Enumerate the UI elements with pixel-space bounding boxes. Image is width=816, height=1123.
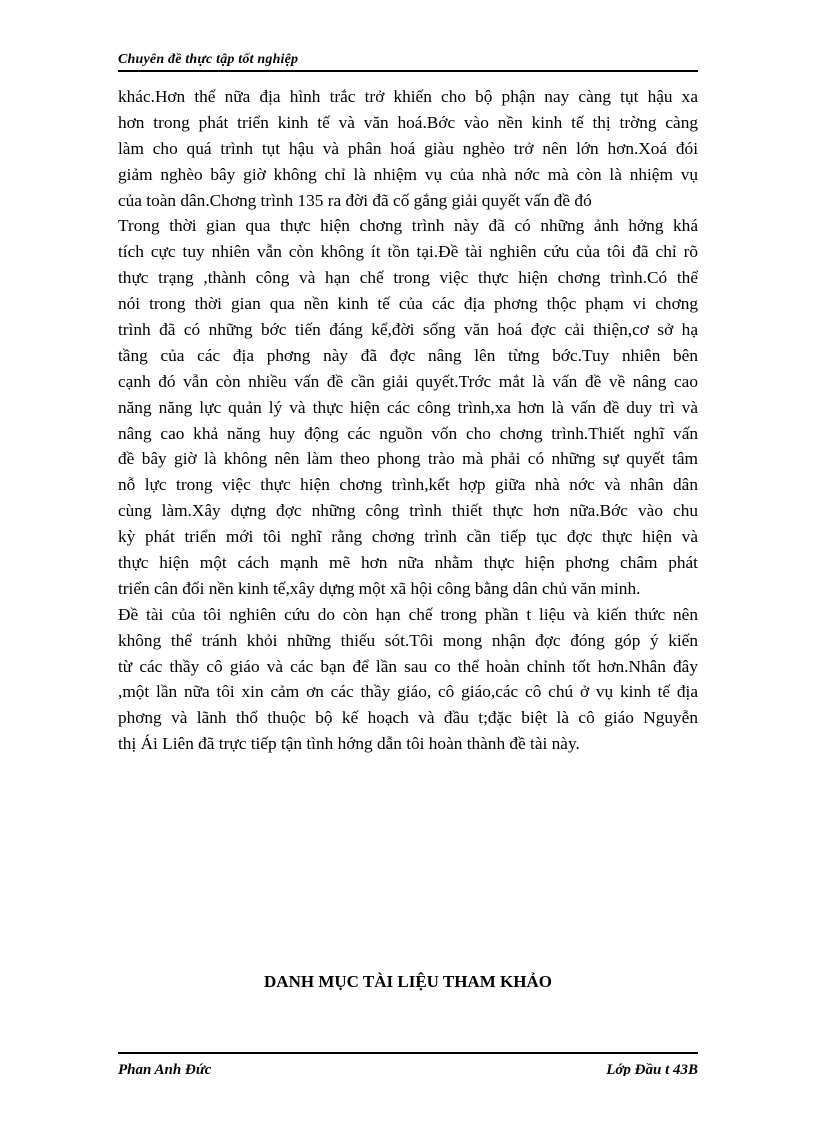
- text-line: hơn trong phát triển kinh tế và văn hoá.Bớc vào nền kinh tế thị trờng càng: [118, 112, 698, 132]
- text-line: giảm nghèo bây giờ không chỉ là nhiệm vụ của nhà nớc mà còn là nhiệm vụ: [118, 164, 698, 184]
- text-line: kỳ phát triển mới tôi nghĩ rằng chơng trình cần tiếp tục đợc thực hiện và: [118, 527, 698, 547]
- text-line: tích cực tuy nhiên vẫn còn không ít tồn tại.Đề tài nghiên cứu của tôi đã chỉ rõ: [118, 242, 698, 262]
- text-line: ,một lần nữa tôi xin cảm ơn các thầy giáo, cô giáo,các cô chú ở vụ kinh tế địa: [118, 682, 698, 702]
- section-heading: DANH MỤC TÀI LIỆU THAM KHẢO: [264, 972, 552, 991]
- text-line: cạnh đó vẫn còn nhiều vấn đề cần giải quyết.Trớc mắt là vấn đề về nâng cao: [118, 371, 698, 391]
- text-line: Trong thời gian qua thực hiện chơng trình này đã có những ảnh hởng khá: [118, 216, 698, 236]
- text-line: làm cho quá trình tụt hậu và phân hoá giàu nghèo trở nên lớn hơn.Xoá đói: [118, 138, 698, 158]
- text-line: đề bây giờ là không nên làm theo phong trào mà phải có những sự quyết tâm: [118, 449, 698, 469]
- text-line: thực trạng ,thành công và hạn chế trong việc thực hiện chơng trình.Có thể: [118, 268, 698, 288]
- text-line: phơng và lãnh thổ thuộc bộ kế hoạch và đầu t;đặc biệt là cô giáo Nguyễn: [118, 708, 698, 728]
- text-line: từ các thầy cô giáo và các bạn để lần sau co thể hoàn chỉnh tốt hơn.Nhân đây: [118, 656, 698, 676]
- footer-class: Lớp Đầu t 43B: [606, 1062, 698, 1076]
- text-line: Đề tài của tôi nghiên cứu do còn hạn chế trong phần t liệu và kiến thức nên: [118, 604, 698, 624]
- text-line: của toàn dân.Chơng trình 135 ra đời đã cố gắng giải quyết vấn đề đó: [118, 190, 592, 210]
- text-line: triển cân đối nền kinh tế,xây dựng một xã hội công bằng dân chủ văn minh.: [118, 578, 641, 598]
- text-line: cùng làm.Xây dựng đợc những công trình thiết thực hơn nữa.Bớc vào chu: [118, 501, 698, 521]
- text-line: nâng cao khả năng huy động các nguồn vốn cho chơng trình.Thiết nghĩ vấn: [118, 423, 698, 443]
- text-line: thị Ái Liên đã trực tiếp tận tình hớng dẫn tôi hoàn thành đề tài này.: [118, 734, 580, 754]
- text-line: trình đã có những bớc tiến đáng kể,đời sống văn hoá đợc cải thiện,cơ sở hạ: [118, 320, 698, 340]
- text-line: nỗ lực trong việc thực hiện chơng trình,kết hợp giữa nhà nớc và nhân dân: [118, 475, 698, 495]
- body-text: [118, 84, 698, 757]
- text-line: năng năng lực quản lý và thực hiện các công trình,xa hơn là vấn đề duy trì và: [118, 397, 698, 417]
- text-line: tầng của các địa phơng này đã đợc nâng lên từng bớc.Tuy nhiên bên: [118, 345, 698, 365]
- text-line: khác.Hơn thế nữa địa hình trắc trở khiến cho bộ phận nay càng tụt hậu xa: [118, 87, 698, 106]
- page-footer: [118, 1052, 698, 1076]
- text-line: nói trong thời gian qua nền kinh tế của các địa phơng thộc phạm vi chơng: [118, 294, 698, 314]
- header-title: Chuyên đề thực tập tốt nghiệp: [118, 52, 299, 67]
- page-header: [118, 52, 698, 72]
- footer-author: Phan Anh Đức: [118, 1062, 212, 1076]
- text-line: thực hiện một cách mạnh mẽ hơn nữa nhằm thực hiện phơng châm phát: [118, 553, 698, 573]
- text-line: không thể tránh khỏi những thiếu sót.Tôi mong nhận đợc đóng góp ý kiến: [118, 630, 698, 650]
